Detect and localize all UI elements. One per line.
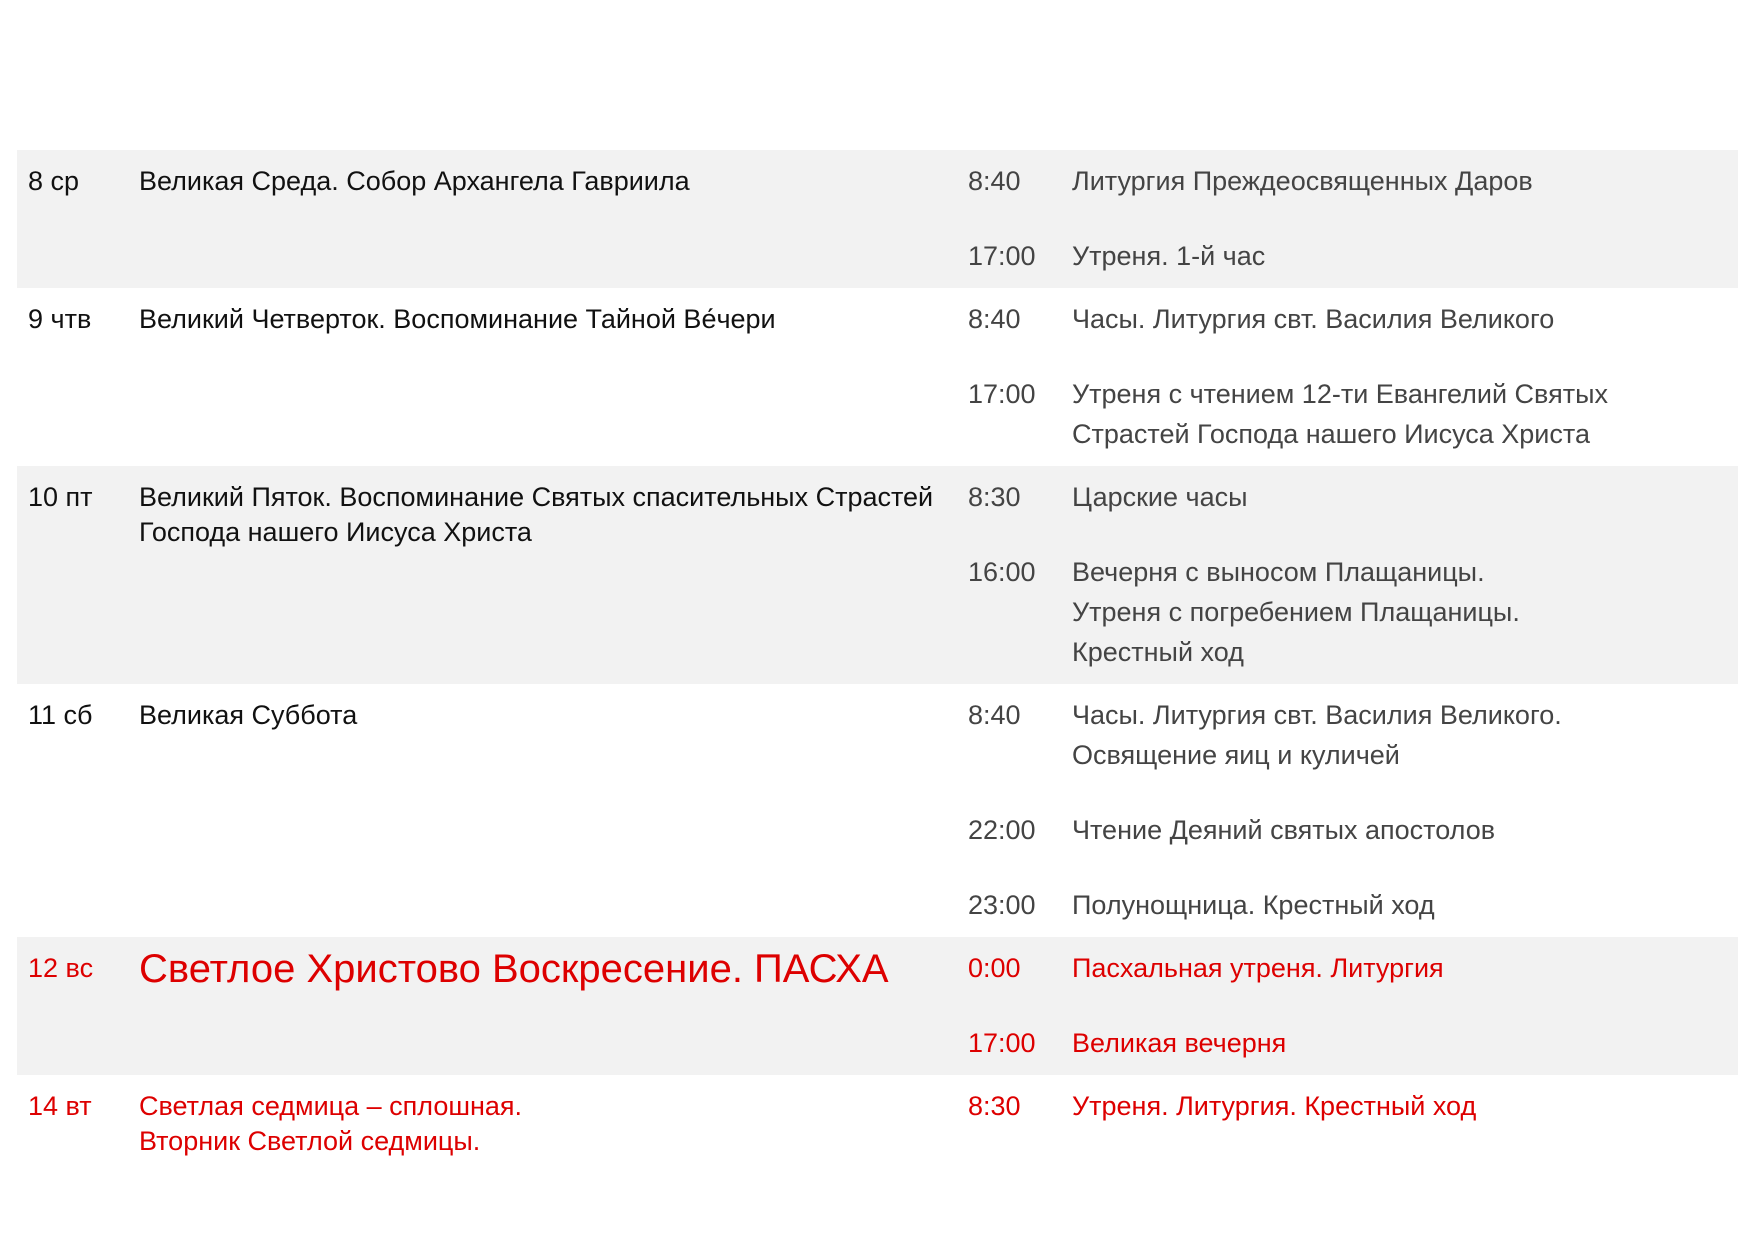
service-name: Часы. Литургия свт. Василия Великого. Освящение яиц и куличей <box>1072 700 1562 770</box>
service-name: Литургия Преждеосвященных Даров <box>1072 166 1533 196</box>
service-time: 8:40 <box>968 700 1021 730</box>
service-list <box>968 937 1738 1063</box>
service-list <box>968 1075 1738 1159</box>
service-name: Утреня с чтением 12-ти Евангелий Святых Страстей Господа нашего Иисуса Христа <box>1072 379 1608 449</box>
service-list <box>968 466 1738 672</box>
service-time: 8:40 <box>968 166 1021 196</box>
service-time: 23:00 <box>968 890 1036 920</box>
service-item <box>968 698 1738 775</box>
service-time: 22:00 <box>968 815 1036 845</box>
service-item <box>968 164 1738 201</box>
service-time: 8:30 <box>968 482 1021 512</box>
day-row-easter <box>17 937 1738 1075</box>
service-name: Царские часы <box>1072 482 1248 512</box>
service-time: 17:00 <box>968 241 1036 271</box>
service-name: Великая вечерня <box>1072 1028 1287 1058</box>
day-title: Великий Пяток. Воспоминание Святых спасительных Страстей Господа нашего Иисуса Христа <box>139 482 934 547</box>
day-title: Светлая седмица – сплошная. Вторник Светлой седмицы. <box>139 1091 523 1156</box>
day-row <box>17 466 1738 684</box>
service-time: 17:00 <box>968 1028 1036 1058</box>
service-item <box>968 951 1738 988</box>
day-title: Светлое Христово Воскресение. ПАСХА <box>139 947 889 991</box>
day-date: 11 сб <box>28 700 93 730</box>
service-name: Часы. Литургия свт. Василия Великого <box>1072 304 1555 334</box>
service-time: 16:00 <box>968 557 1036 587</box>
service-name: Полунощница. Крестный ход <box>1072 890 1435 920</box>
service-name: Пасхальная утреня. Литургия <box>1072 953 1444 983</box>
day-date: 12 вс <box>28 953 94 983</box>
service-item <box>968 1026 1738 1063</box>
day-date: 8 ср <box>28 166 80 196</box>
service-time: 8:40 <box>968 304 1021 334</box>
service-item <box>968 888 1738 925</box>
service-list <box>968 288 1738 454</box>
service-name: Вечерня с выносом Плащаницы. Утреня с погребением Плащаницы. Крестный ход <box>1072 557 1520 667</box>
day-row <box>17 1075 1738 1171</box>
schedule-table <box>17 150 1738 1171</box>
service-item <box>968 239 1738 276</box>
service-item <box>968 302 1738 339</box>
day-row <box>17 288 1738 466</box>
service-item <box>968 555 1738 672</box>
service-item <box>968 1089 1738 1126</box>
service-name: Утреня. 1-й час <box>1072 241 1266 271</box>
service-time: 0:00 <box>968 953 1021 983</box>
service-time: 8:30 <box>968 1091 1021 1121</box>
service-list <box>968 150 1738 276</box>
day-date: 9 чтв <box>28 304 92 334</box>
day-row <box>17 684 1738 937</box>
service-item <box>968 480 1738 517</box>
service-time: 17:00 <box>968 379 1036 409</box>
service-name: Утреня. Литургия. Крестный ход <box>1072 1091 1477 1121</box>
day-title: Великая Среда. Собор Архангела Гавриила <box>139 166 690 196</box>
service-name: Чтение Деяний святых апостолов <box>1072 815 1496 845</box>
day-date: 10 пт <box>28 482 93 512</box>
service-list <box>968 684 1738 925</box>
day-title: Великий Четверток. Воспоминание Тайной Ве́чери <box>139 304 776 334</box>
day-row <box>17 150 1738 288</box>
day-date: 14 вт <box>28 1091 92 1121</box>
service-item <box>968 813 1738 850</box>
service-item <box>968 377 1738 454</box>
day-title: Великая Суббота <box>139 700 358 730</box>
